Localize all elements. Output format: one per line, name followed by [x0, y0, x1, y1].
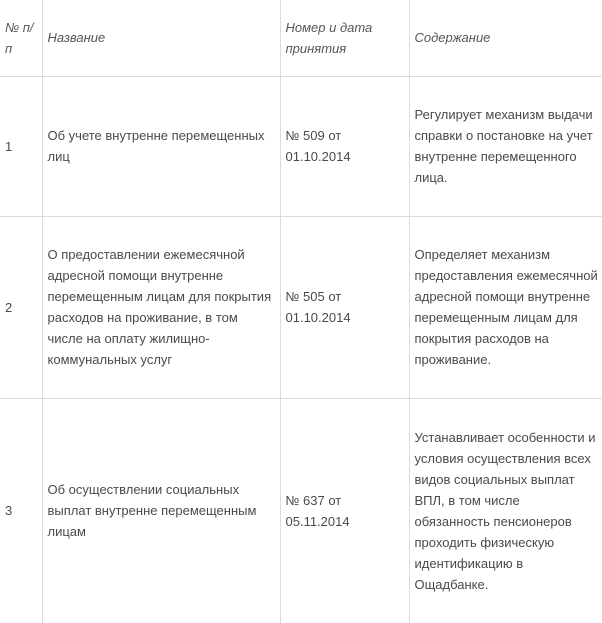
header-content: Содержание [409, 0, 602, 76]
header-number-date: Номер и дата принятия [280, 0, 409, 76]
cell-content: Определяет механизм предоставления ежемесячной адресной помощи внутренне перемещенным лицам для покрытия расходов на проживание. [409, 216, 602, 398]
cell-num: 1 [0, 76, 42, 216]
cell-content: Устанавливает особенности и условия осуществления всех видов социальных выплат ВПЛ, в том числе обязанность пенсионеров проходить физическую идентификацию в Ощадбанке. [409, 398, 602, 623]
cell-number-date: № 637 от 05.11.2014 [280, 398, 409, 623]
header-name: Название [42, 0, 280, 76]
header-num: № п/п [0, 0, 42, 76]
cell-name: О предоставлении ежемесячной адресной помощи внутренне перемещенным лицам для покрытия расходов на проживание, в том числе на оплату жилищно-коммунальных услуг [42, 216, 280, 398]
cell-name: Об учете внутренне перемещенных лиц [42, 76, 280, 216]
table-row [0, 398, 602, 623]
cell-num: 2 [0, 216, 42, 398]
cell-number-date: № 505 от 01.10.2014 [280, 216, 409, 398]
table-row [0, 216, 602, 398]
table-header-row [0, 0, 602, 76]
cell-number-date: № 509 от 01.10.2014 [280, 76, 409, 216]
cell-num: 3 [0, 398, 42, 623]
cell-name: Об осуществлении социальных выплат внутренне перемещенным лицам [42, 398, 280, 623]
cell-content: Регулирует механизм выдачи справки о постановке на учет внутренне перемещенного лица. [409, 76, 602, 216]
table-row [0, 76, 602, 216]
